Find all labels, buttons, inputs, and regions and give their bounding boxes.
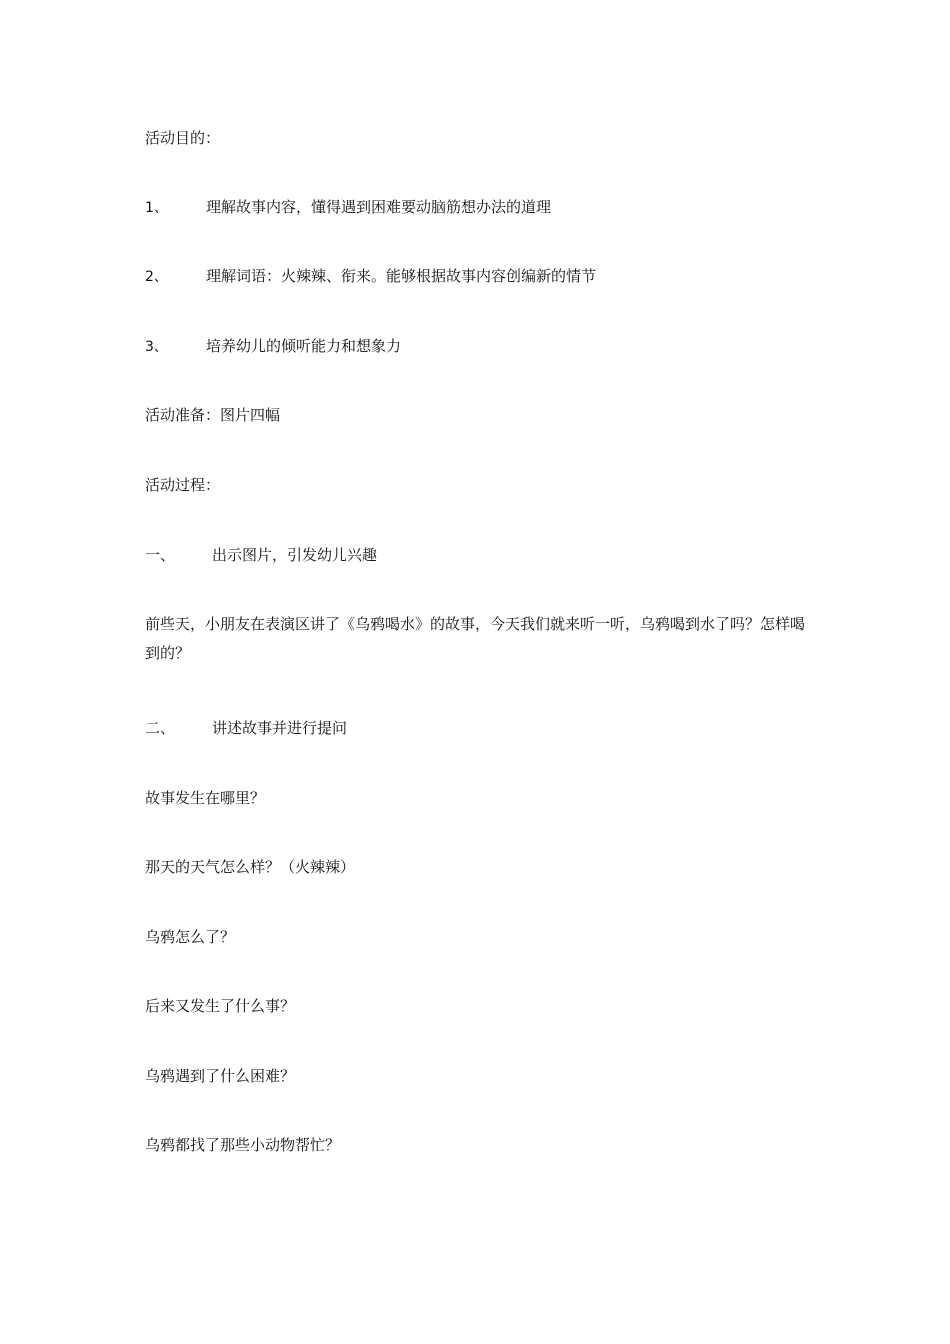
step-heading bbox=[145, 718, 347, 738]
goal-number: 2、 bbox=[145, 269, 168, 285]
intro-paragraph: 前些天，小朋友在表演区讲了《乌鸦喝水》的故事，今天我们就来听一听，乌鸦喝到水了吗？怎样喝到的？ bbox=[145, 615, 806, 662]
question-line: 乌鸦遇到了什么困难？ bbox=[145, 1067, 296, 1085]
goal-text: 理解词语：火辣辣、衔来。能够根据故事内容创编新的情节 bbox=[206, 267, 597, 285]
goal-number: 1、 bbox=[145, 200, 168, 216]
step-heading bbox=[145, 545, 377, 565]
step-text: 讲述故事并进行提问 bbox=[212, 719, 348, 737]
goal-item bbox=[145, 266, 596, 287]
question-line: 那天的天气怎么样？（火辣辣） bbox=[145, 858, 356, 876]
question-line: 故事发生在哪里？ bbox=[145, 789, 266, 807]
goal-number: 3、 bbox=[145, 339, 168, 355]
goal-text: 理解故事内容，懂得遇到困难要动脑筋想办法的道理 bbox=[206, 198, 552, 216]
step-number: 一、 bbox=[145, 546, 176, 564]
question-line: 乌鸦怎么了？ bbox=[145, 928, 236, 946]
goal-text: 培养幼儿的倾听能力和想象力 bbox=[206, 337, 402, 355]
step-text: 出示图片，引发幼儿兴趣 bbox=[212, 546, 378, 564]
goal-item bbox=[145, 197, 551, 218]
purpose-heading: 活动目的： bbox=[145, 129, 221, 147]
preparation-line: 活动准备：图片四幅 bbox=[145, 406, 281, 424]
question-line: 乌鸦都找了那些小动物帮忙？ bbox=[145, 1136, 341, 1154]
step-number: 二、 bbox=[145, 719, 176, 737]
goal-item bbox=[145, 336, 401, 357]
question-line: 后来又发生了什么事？ bbox=[145, 997, 296, 1015]
process-heading: 活动过程： bbox=[145, 476, 221, 494]
